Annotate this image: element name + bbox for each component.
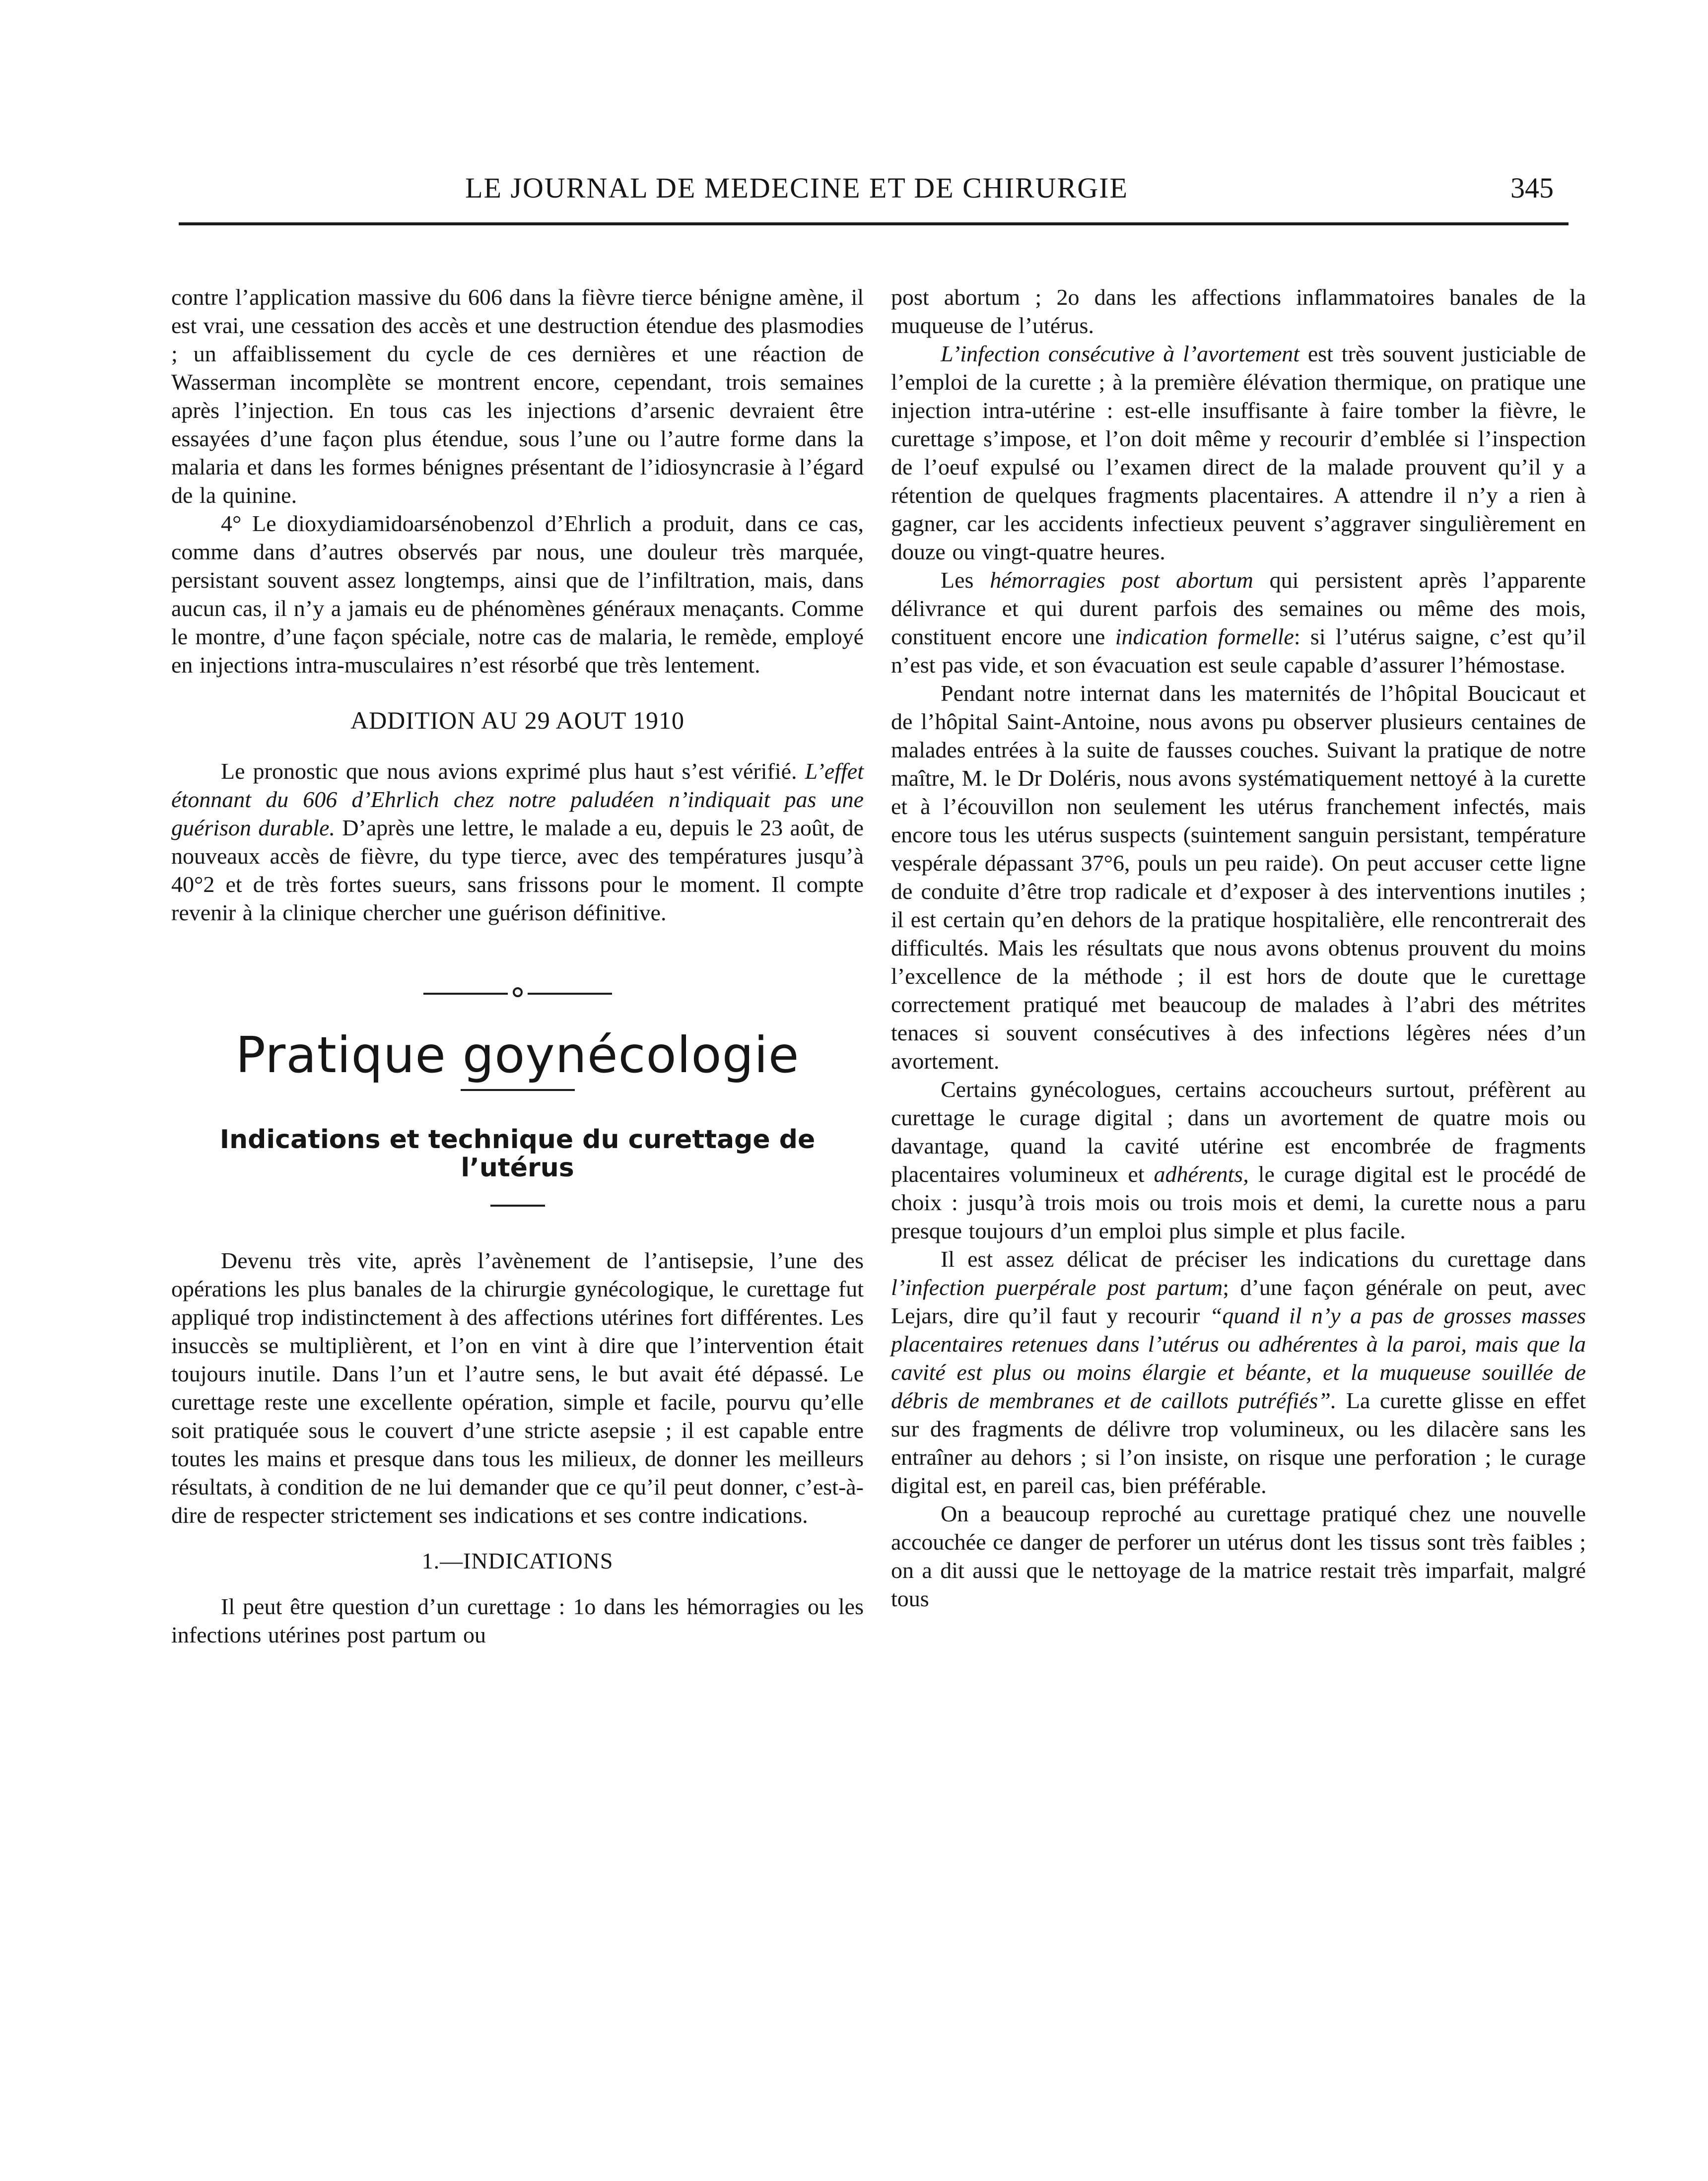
section-title-rule <box>461 1089 575 1091</box>
section-title: Pratique goynécologie <box>235 1026 800 1084</box>
p5-text-b: le curage digital est le procédé de choix : jusqu’à trois mois ou trois mois et demi, la curette nous a paru presque toujours d’un emploi plus simple et plus facile. <box>891 1161 1586 1243</box>
p3-text-a: Les <box>941 567 974 593</box>
journal-title: LE JOURNAL DE MEDECINE ET DE CHIRURGIE <box>465 172 1128 204</box>
p6-text-c: La curette glisse en effet sur des fragments de délivre trop volumineux, ou les dilacère sans les entraîner au dehors ; si l’on insiste, on risque une perforation ; le curage digital est, en pareil cas, bien préférable. <box>891 1388 1586 1498</box>
page-number: 345 <box>1510 172 1554 204</box>
p2-italic: L’infection consécutive à l’avortement <box>941 341 1300 366</box>
p6-italic-2: “quand il n’y a pas de grosses masses placentaires retenues dans l’utérus ou adhérentes à la paroi, mais que la cavité est plus ou moins élargie et béante, et la muqueuse souillée de débris de membranes et de caillots putréfiés”. <box>891 1303 1586 1413</box>
right-column <box>891 283 1586 1613</box>
right-paragraph-6 <box>891 1245 1586 1499</box>
left-paragraph-3 <box>171 757 864 927</box>
left-paragraph-2: 4° Le dioxydiamidoarsénobenzol d’Ehrlich a produit, dans ce cas, comme dans d’autres observés par nous, une douleur très marquée, persistant souvent assez longtemps, ainsi que de l’infiltration, mais, dans aucun cas, il n’y a jamais eu de phénomènes généraux menaçants. Comme le montre, d’une façon spéciale, notre cas de malaria, le remède, employé en injections intra-musculaires n’est résorbé que très lentement. <box>171 511 864 678</box>
p3-italic-2: indication formelle <box>1115 624 1294 649</box>
indications-heading: 1.—INDICATIONS <box>421 1548 614 1573</box>
article-title: Indications et technique du curettage de l’utérus <box>219 1125 816 1183</box>
p3-italic-1: hémorragies post abortum <box>990 567 1253 593</box>
right-paragraph-2 <box>891 340 1586 566</box>
p5-italic: adhérents, <box>1154 1161 1249 1187</box>
p3-text-b: qui persistent après l’apparente délivrance et qui durent parfois des semaines ou même des mois, constituent encore une <box>891 567 1586 649</box>
p2-text: est très souvent justiciable de l’emploi de la curette ; à la première élévation thermique, on pratique une injection intra-utérine : est-elle insuffisante à faire tomber la fièvre, le curettage s’impose, et l’on doit même y recourir d’emblée si l’inspection de l’oeuf expulsé ou l’examen direct de la malade prouvent qu’il y a rétention de quelques fragments placentaires. A attendre il n’y a rien à gagner, car les accidents infectieux peuvent s’aggraver singulièrement en douze ou vingt-quatre heures. <box>891 341 1586 564</box>
p3-text-c: : si l’utérus saigne, c’est qu’il n’est pas vide, et son évacuation est seule capable d’assurer l’hémostase. <box>891 624 1586 678</box>
p3-italic: L’effet étonnant du 606 d’Ehrlich chez notre paludéen n’indiquait pas une guérison durable. <box>171 758 864 840</box>
header-rule <box>179 222 1569 225</box>
left-paragraph-4: Devenu très vite, après l’avènement de l’antisepsie, l’une des opérations les plus banales de la chirurgie gynécologique, le curettage fut appliqué trop indistinctement à des affections utérines fort différentes. Les insuccès se multiplièrent, et l’on en vint à dire que l’intervention était toujours inutile. Dans l’un et l’autre sens, le but avait été dépassé. Le curettage reste une excellente opération, simple et facile, pourvu qu’elle soit pratiquée sous le couvert d’une stricte asepsie ; il est capable entre toutes les mains et presque dans tous les milieux, de donner les meilleurs résultats, à condition de ne lui demander que ce qu’il peut donner, c’est-à-dire de respecter strictement ses indications et ses contre indications. <box>171 1248 864 1528</box>
left-paragraph-1: contre l’application massive du 606 dans la fièvre tierce bénigne amène, il est vrai, une cessation des accès et une destruction étendue des plasmodies ; un affaiblissement du cycle de ces dernières et une réaction de Wasserman incomplète se montrent encore, cependant, trois semaines après l’injection. En tous cas les injections d’arsenic devraient être essayées d’une façon plus étendue, sous l’une ou l’autre forme dans la malaria et dans les formes bénignes présentant de l’idiosyncrasie à l’égard de la quinine. <box>171 284 864 508</box>
section-ornament <box>423 986 612 1001</box>
right-paragraph-5 <box>891 1075 1586 1245</box>
p6-text-a: Il est assez délicat de préciser les indications du curettage dans <box>941 1246 1586 1272</box>
p3-text-b: D’après une lettre, le malade a eu, depuis le 23 août, de nouveaux accès de fièvre, du type tierce, avec des températures jusqu’à 40°2 et de très fortes sueurs, sans frissons pour le moment. Il compte revenir à la clinique chercher une guérison définitive. <box>171 815 864 925</box>
p5-text-a: Certains gynécologues, certains accoucheurs surtout, préfèrent au curettage le curage digital ; dans un avortement de quatre mois ou davantage, quand la cavité utérine est encombrée de fragments placentaires volumineux et <box>891 1077 1586 1187</box>
p6-italic-1: l’infection puerpérale post partum <box>891 1275 1223 1300</box>
article-title-rule <box>490 1205 545 1207</box>
p6-text-b: ; d’une façon générale on peut, avec Lejars, dire qu’il faut y recourir <box>891 1275 1586 1328</box>
p3-text-a: Le pronostic que nous avions exprimé plus haut s’est vérifié. <box>221 758 797 784</box>
right-paragraph-4: Pendant notre internat dans les maternités de l’hôpital Boucicaut et de l’hôpital Saint-Antoine, nous avons pu observer plusieurs centaines de malades entrées à la suite de fausses couches. Suivant la pratique de notre maître, M. le Dr Doléris, nous avons systématiquement nettoyé à la curette et à l’écouvillon non seulement les utérus franchement infectés, mais encore tous les utérus suspects (suintement sanguin persistant, température vespérale dépassant 37°6, pouls un peu raide). On peut accuser cette ligne de conduite d’être trop radicale et d’exposer à des interventions inutiles ; il est certain qu’en dehors de la pratique hospitalière, elle rencontrerait des difficultés. Mais les résultats que nous avons obtenus prouvent du moins l’excellence de la méthode ; il est hors de doute que le curettage correctement pratiqué met beaucoup de malades à l’abri des métrites tenaces si souvent consécutives à des infections légères nées d’un avortement. <box>891 681 1586 1074</box>
addition-heading: ADDITION AU 29 AOUT 1910 <box>350 706 685 734</box>
left-paragraph-5: Il peut être question d’un curettage : 1o dans les hémorragies ou les infections utérines post partum ou <box>171 1594 864 1647</box>
right-paragraph-7: On a beaucoup reproché au curettage pratiqué chez une nouvelle accouchée ce danger de perforer un utérus dont les tissus sont très faibles ; on a dit aussi que le nettoyage de la matrice restait très imparfait, malgré tous <box>891 1501 1586 1611</box>
right-paragraph-3 <box>891 566 1586 679</box>
running-header <box>179 171 1554 211</box>
left-column <box>171 283 864 1649</box>
right-paragraph-1: post abortum ; 2o dans les affections inflammatoires banales de la muqueuse de l’utérus. <box>891 284 1586 338</box>
